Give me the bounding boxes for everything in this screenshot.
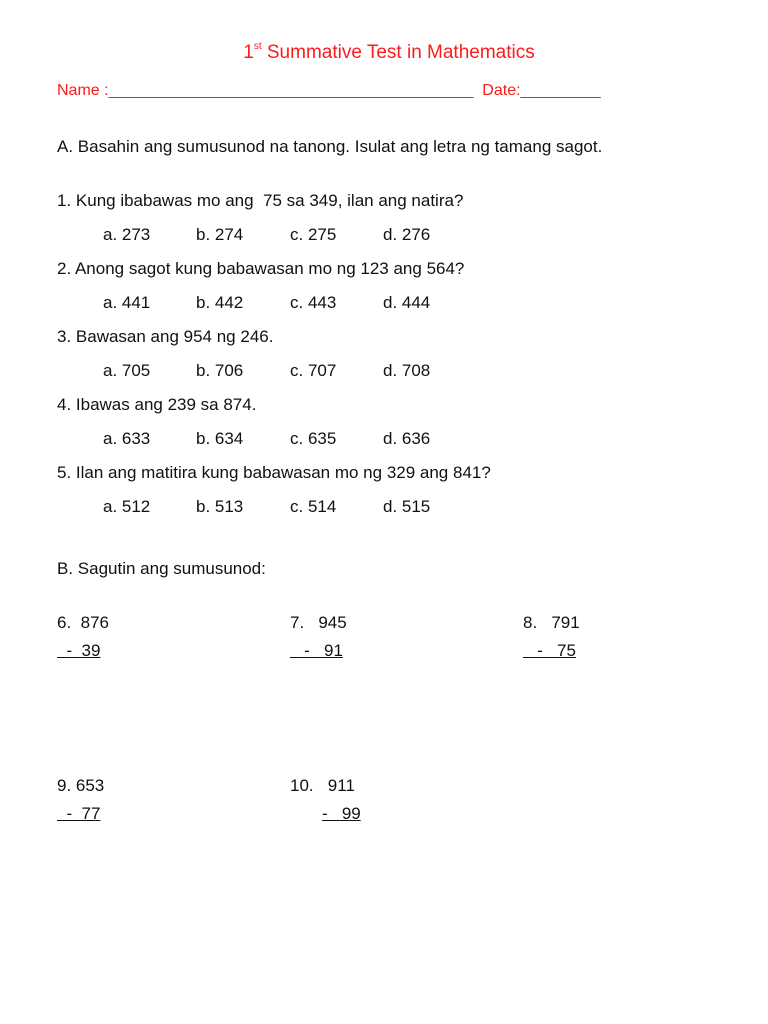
title-ordinal: 1 [243,42,254,63]
q2-choice-d: d. 444 [383,293,431,312]
section-a-instruction: A. Basahin ang sumusunod na tanong. Isulat ang letra ng tamang sagot. [57,137,603,156]
question-5: 5. Ilan ang matitira kung babawasan mo ng 329 ang 841? [57,463,491,482]
q3-choice-a: a. 705 [103,361,151,380]
q1-choice-a: a. 273 [103,225,151,244]
problem-9-top: 9. 653 [57,776,105,795]
question-3: 3. Bawasan ang 954 ng 246. [57,327,274,346]
problem-7-top: 7. 945 [290,613,347,632]
question-4: 4. Ibawas ang 239 sa 874. [57,395,257,414]
question-2: 2. Anong sagot kung babawasan mo ng 123 ang 564? [57,259,465,278]
problem-10-top: 10. 911 [290,776,355,795]
page-title [0,42,768,64]
problem-8-bottom: - 75 [523,641,576,660]
problem-6-top: 6. 876 [57,613,109,632]
q5-choice-d: d. 515 [383,497,431,516]
problem-7-bottom: - 91 [290,641,343,660]
problem-6-bottom: - 39 [57,641,101,660]
q3-choice-b: b. 706 [196,361,244,380]
section-b-instruction: B. Sagutin ang sumusunod: [57,559,266,578]
title-superscript: st [253,41,262,52]
q3-choice-c: c. 707 [290,361,337,380]
problem-8-top: 8. 791 [523,613,580,632]
question-1: 1. Kung ibabawas mo ang 75 sa 349, ilan ang natira? [57,191,464,210]
q4-choice-c: c. 635 [290,429,337,448]
q1-choice-b: b. 274 [196,225,244,244]
q2-choice-b: b. 442 [196,293,244,312]
q4-choice-d: d. 636 [383,429,431,448]
q2-choice-c: c. 443 [290,293,337,312]
q5-choice-b: b. 513 [196,497,244,516]
name-date-line: Name :_________________________________________ Date:_________ [57,82,601,99]
problem-9-bottom: - 77 [57,804,101,823]
problem-10-bottom: - 99 [322,804,361,823]
q4-choice-a: a. 633 [103,429,151,448]
q1-choice-c: c. 275 [290,225,337,244]
q1-choice-d: d. 276 [383,225,431,244]
q5-choice-c: c. 514 [290,497,337,516]
q3-choice-d: d. 708 [383,361,431,380]
q5-choice-a: a. 512 [103,497,151,516]
q2-choice-a: a. 441 [103,293,151,312]
title-text: Summative Test in Mathematics [261,42,535,63]
q4-choice-b: b. 634 [196,429,244,448]
